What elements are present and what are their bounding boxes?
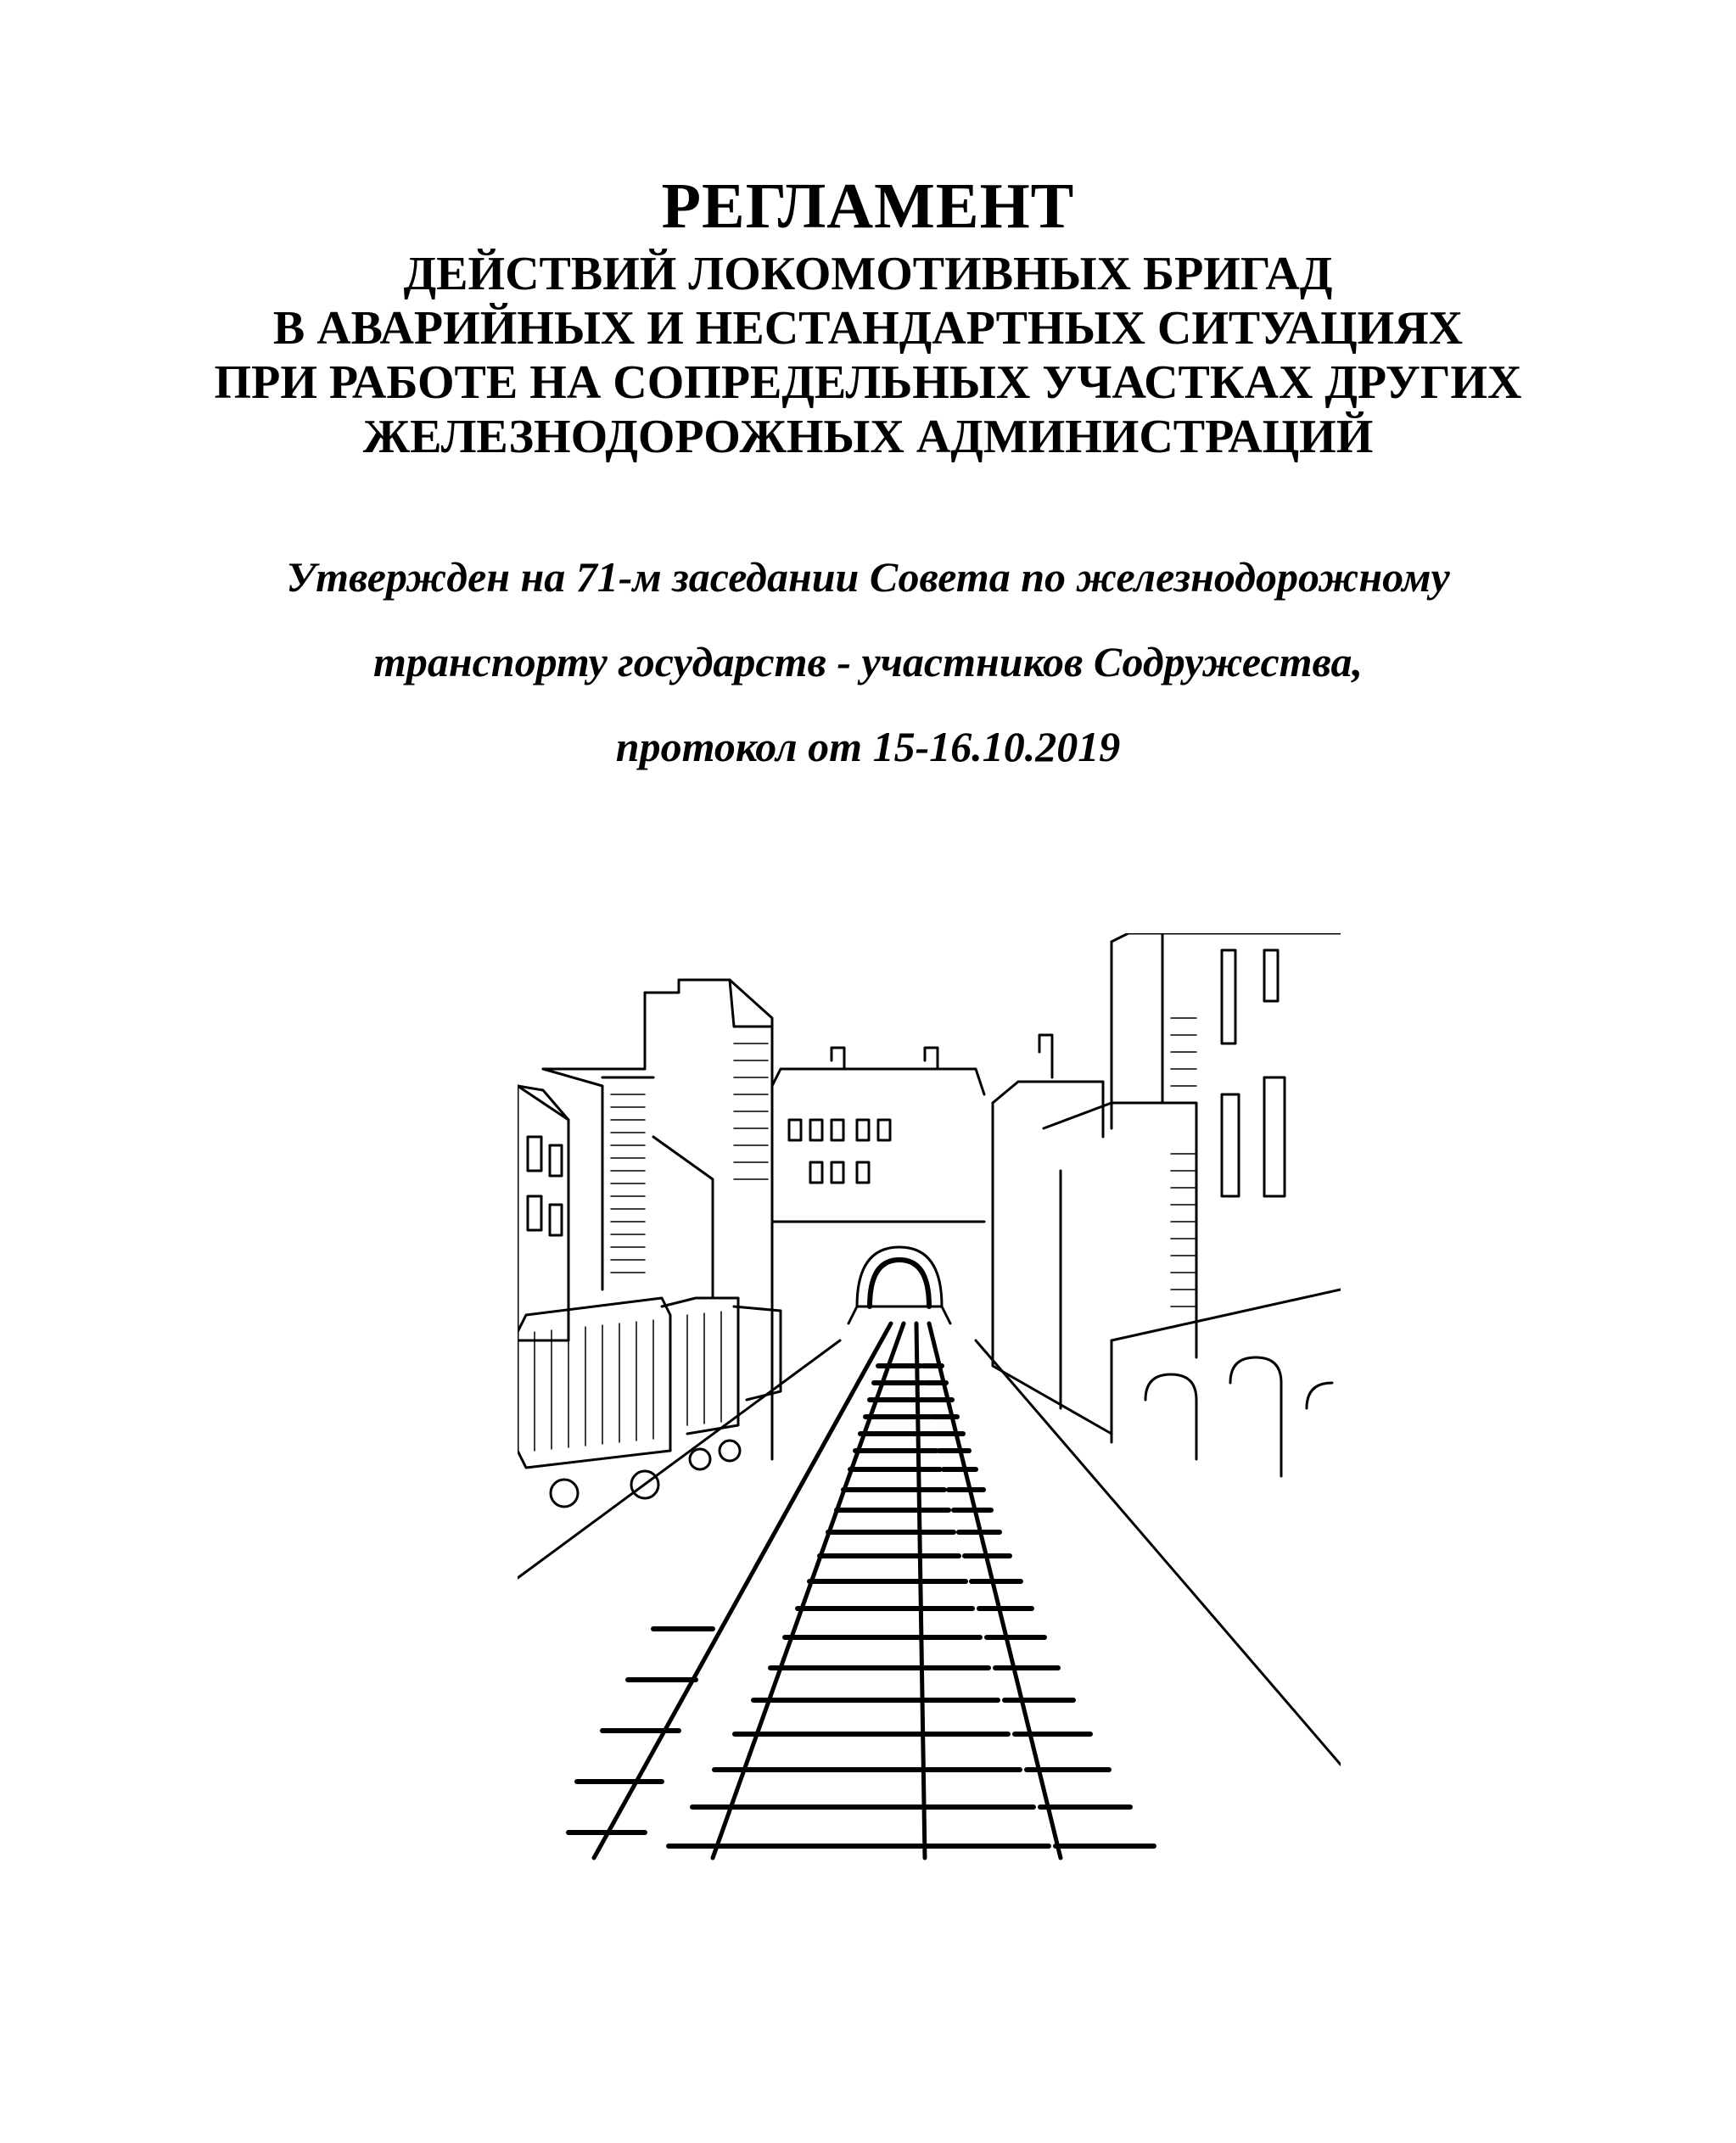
tunnel-building (772, 1035, 1052, 1340)
approval-line-3: протокол от 15-16.10.2019 (615, 723, 1121, 770)
title-block (0, 165, 1736, 464)
subtitle-line-2: В АВАРИЙНЫХ И НЕСТАНДАРТНЫХ СИТУАЦИЯХ (272, 302, 1464, 355)
subtitle-line-1: ДЕЙСТВИЙ ЛОКОМОТИВНЫХ БРИГАД (403, 248, 1333, 300)
subtitle-line-3: ПРИ РАБОТЕ НА СОПРЕДЕЛЬНЫХ УЧАСТКАХ ДРУГИХ (214, 356, 1522, 409)
approval-line-2: транспорту государств - участников Содружества, (372, 638, 1364, 685)
freight-wagons (518, 1298, 781, 1507)
subtitle-line-4: ЖЕЛЕЗНОДОРОЖНЫХ АДМИНИСТРАЦИЙ (362, 411, 1374, 463)
approval-block (0, 534, 1736, 789)
document-title: РЕГЛАМЕНТ (661, 171, 1075, 242)
approval-line-1: Утвержден на 71-м заседании Совета по железнодорожному (286, 553, 1450, 601)
railway-illustration (518, 933, 1341, 1866)
right-buildings (993, 933, 1341, 1476)
railway-tunnel-street-drawing-icon (518, 933, 1341, 1866)
left-low-building (518, 1086, 568, 1340)
railway-tracks (518, 1323, 1341, 1858)
